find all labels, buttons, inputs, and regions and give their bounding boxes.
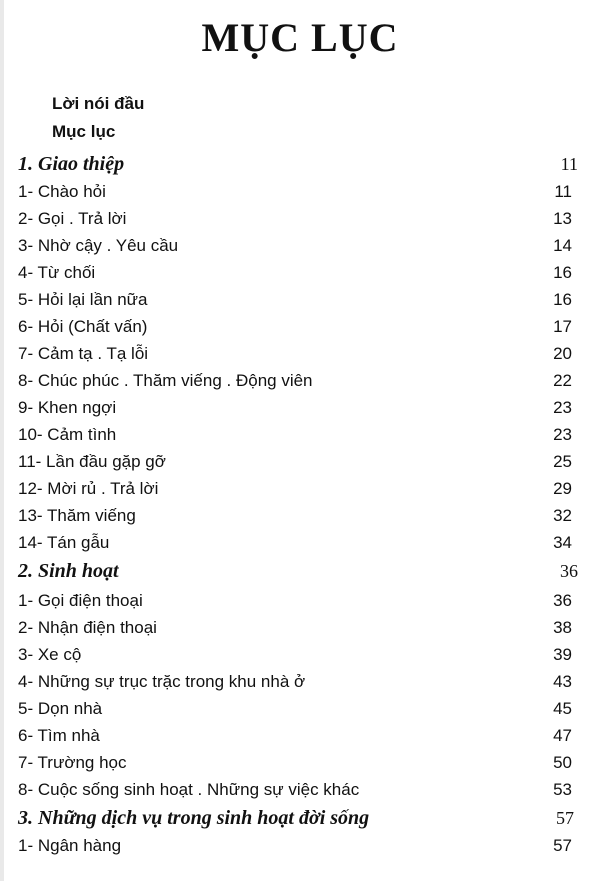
toc-entry-title: 5- Dọn nhà <box>18 699 103 718</box>
toc-page-number: 11 <box>560 154 578 174</box>
toc-entry <box>0 722 600 749</box>
toc-entry-title: 3- Xe cộ <box>18 645 82 664</box>
toc-entry-title: 3- Nhờ cậy . Yêu cầu <box>18 236 179 255</box>
toc-entry <box>0 641 600 668</box>
toc-page-number: 57 <box>556 808 574 828</box>
toc-page-number: 45 <box>553 699 572 718</box>
toc-entry-title: 12- Mời rủ . Trả lời <box>18 479 159 498</box>
toc-section <box>0 151 600 178</box>
toc-entry-title: 6- Tìm nhà <box>18 726 100 745</box>
toc-entry-title: 13- Thăm viếng <box>18 506 136 525</box>
toc-page-number: 47 <box>553 726 572 745</box>
toc-entry <box>0 529 600 556</box>
toc-page-number: 25 <box>553 452 572 471</box>
toc-entry <box>0 502 600 529</box>
toc-entry-title: 4- Những sự trục trặc trong khu nhà ở <box>18 672 306 691</box>
toc-preface: Lời nói đầu <box>52 94 145 113</box>
toc-entry-title: 8- Chúc phúc . Thăm viếng . Động viên <box>18 371 313 390</box>
toc-entry <box>0 232 600 259</box>
toc-entry <box>0 832 600 859</box>
toc-entry <box>0 776 600 803</box>
toc-entry <box>0 313 600 340</box>
toc-section <box>0 805 600 832</box>
toc-section <box>0 558 600 585</box>
toc-contents: Mục lục <box>52 122 116 141</box>
toc-page-number: 32 <box>553 506 572 525</box>
toc-page-number: 34 <box>553 533 572 552</box>
toc-entry-title: 1- Chào hỏi <box>18 182 106 201</box>
toc-entry <box>0 367 600 394</box>
toc-page-number: 16 <box>553 290 572 309</box>
toc-entry-title: 2- Gọi . Trả lời <box>18 209 127 228</box>
toc-entry <box>0 668 600 695</box>
toc-page-number: 50 <box>553 753 572 772</box>
toc-entry-title: 4- Từ chối <box>18 263 96 282</box>
toc-page-number: 29 <box>553 479 572 498</box>
toc-entry <box>0 286 600 313</box>
toc-entry-title: 10- Cảm tình <box>18 425 117 444</box>
toc-entry <box>0 178 600 205</box>
toc-page-number: 53 <box>553 780 572 799</box>
toc-page-number: 36 <box>560 561 578 581</box>
toc-page-number: 36 <box>553 591 572 610</box>
toc-page-number: 14 <box>553 236 572 255</box>
toc-entry <box>0 340 600 367</box>
toc-entry <box>0 475 600 502</box>
toc-entry-title: 9- Khen ngợi <box>18 398 117 417</box>
toc-page-number: 23 <box>553 425 572 444</box>
toc-section-title: 2. Sinh hoạt <box>18 560 119 582</box>
toc-entry-title: 14- Tán gẫu <box>18 533 110 552</box>
toc-page-number: 13 <box>553 209 572 228</box>
toc-page-number: 16 <box>553 263 572 282</box>
toc-entry-title: 7- Cảm tạ . Tạ lỗi <box>18 344 149 363</box>
toc-entry <box>0 614 600 641</box>
toc-entry <box>0 394 600 421</box>
toc-page-number: 17 <box>553 317 572 336</box>
page-title: MỤC LỤC <box>201 15 399 60</box>
toc-entry-title: 1- Ngân hàng <box>18 836 122 855</box>
toc-page-number: 43 <box>553 672 572 691</box>
toc-page-number: 22 <box>553 371 572 390</box>
toc-entry-title: 5- Hỏi lại lần nữa <box>18 290 148 309</box>
toc-page-number: 20 <box>553 344 572 363</box>
toc-entry <box>0 259 600 286</box>
toc-entry-title: 2- Nhận điện thoại <box>18 618 157 637</box>
toc-page-number: 38 <box>553 618 572 637</box>
toc-section-title: 1. Giao thiệp <box>18 153 125 175</box>
toc-page-number: 39 <box>553 645 572 664</box>
toc-entry-title: 8- Cuộc sống sinh hoạt . Những sự việc khác <box>18 780 360 799</box>
toc-page-number: 11 <box>554 182 572 201</box>
toc-entry <box>0 448 600 475</box>
toc-entry <box>0 749 600 776</box>
toc-entry-title: 11- Lần đầu gặp gỡ <box>18 452 166 471</box>
toc-entry <box>0 205 600 232</box>
toc-section-title: 3. Những dịch vụ trong sinh hoạt đời sống <box>18 807 370 829</box>
toc-page-number: 57 <box>553 836 572 855</box>
toc-entry-title: 1- Gọi điện thoại <box>18 591 143 610</box>
toc-page-number: 23 <box>553 398 572 417</box>
toc-entry <box>0 695 600 722</box>
toc-entry <box>0 421 600 448</box>
toc-entry <box>0 587 600 614</box>
toc-entry-title: 7- Trường học <box>18 753 127 772</box>
toc-entry-title: 6- Hỏi (Chất vấn) <box>18 317 148 336</box>
